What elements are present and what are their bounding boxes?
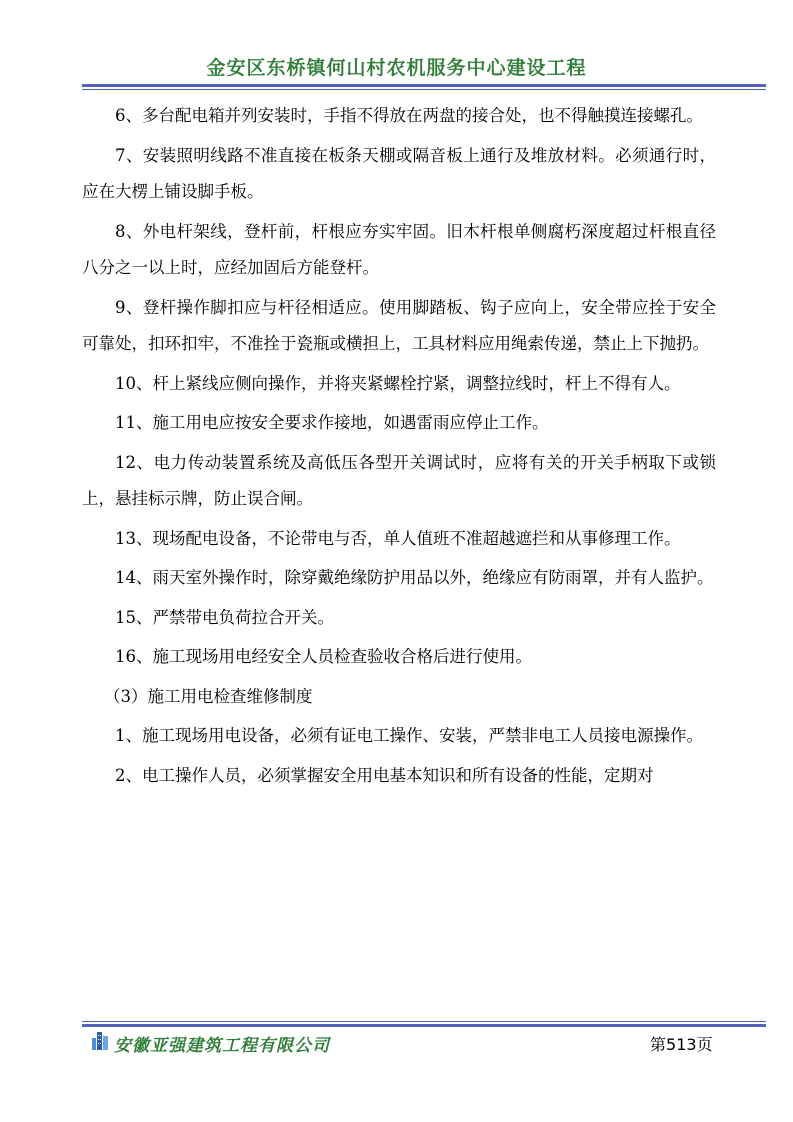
page-number-value: 513 <box>666 1035 697 1054</box>
paragraph: 1、施工现场用电设备，必须有证电工操作、安装，严禁非电工人员接电源操作。 <box>115 726 703 745</box>
paragraph: 2、电工操作人员，必须掌握安全用电基本知识和所有设备的性能，定期对 <box>115 765 654 785</box>
section-heading: （3）施工用电检查维修制度 <box>104 686 313 706</box>
paragraph: 13、现场配电设备，不论带电与否，单人值班不准超越遮拦和从事修理工作。 <box>115 528 681 548</box>
page-number <box>650 1032 713 1055</box>
paragraph: 14、雨天室外操作时，除穿戴绝缘防护用品以外，绝缘应有防雨罩，并有人监护。 <box>115 568 714 587</box>
paragraph: 8、外电杆架线，登杆前，杆根应夯实牢固。旧木杆根单侧腐朽深度超过杆根直径八分之一以上时，应经加固后方能登杆。 <box>82 221 716 277</box>
document-body <box>82 98 716 797</box>
paragraph: 6、多台配电箱并列安装时，手指不得放在两盘的接合处，也不得触摸连接螺孔。 <box>115 106 703 125</box>
paragraph: 10、杆上紧线应侧向操作，并将夹紧螺栓拧紧，调整拉线时，杆上不得有人。 <box>115 373 681 393</box>
document-title: 金安区东桥镇何山村农机服务中心建设工程 <box>206 57 587 79</box>
paragraph: 11、施工用电应按安全要求作接地，如遇雷雨应停止工作。 <box>115 413 549 432</box>
paragraph: 9、登杆操作脚扣应与杆径相适应。使用脚踏板、钩子应向上，安全带应拴于安全可靠处，扣环扣牢，不准拴于瓷瓶或横担上，工具材料应用绳索传递，禁止上下抛扔。 <box>82 297 716 353</box>
company-name: 安徽亚强建筑工程有限公司 <box>114 1036 330 1056</box>
paragraph: 12、电力传动装置系统及高低压各型开关调试时，应将有关的开关手柄取下或锁上，悬挂标示牌，防止误合闸。 <box>82 452 716 508</box>
footer-rule <box>82 1021 766 1027</box>
page-suffix: 页 <box>696 1035 713 1054</box>
header-rule <box>82 84 766 90</box>
paragraph: 16、施工现场用电经安全人员检查验收合格后进行使用。 <box>115 647 532 666</box>
paragraph: 7、安装照明线路不准直接在板条天棚或隔音板上通行及堆放材料。必须通行时，应在大楞上铺设脚手板。 <box>82 145 716 201</box>
building-logo-icon <box>92 1032 108 1050</box>
page-prefix: 第 <box>650 1035 667 1054</box>
paragraph: 15、严禁带电负荷拉合开关。 <box>115 607 334 627</box>
